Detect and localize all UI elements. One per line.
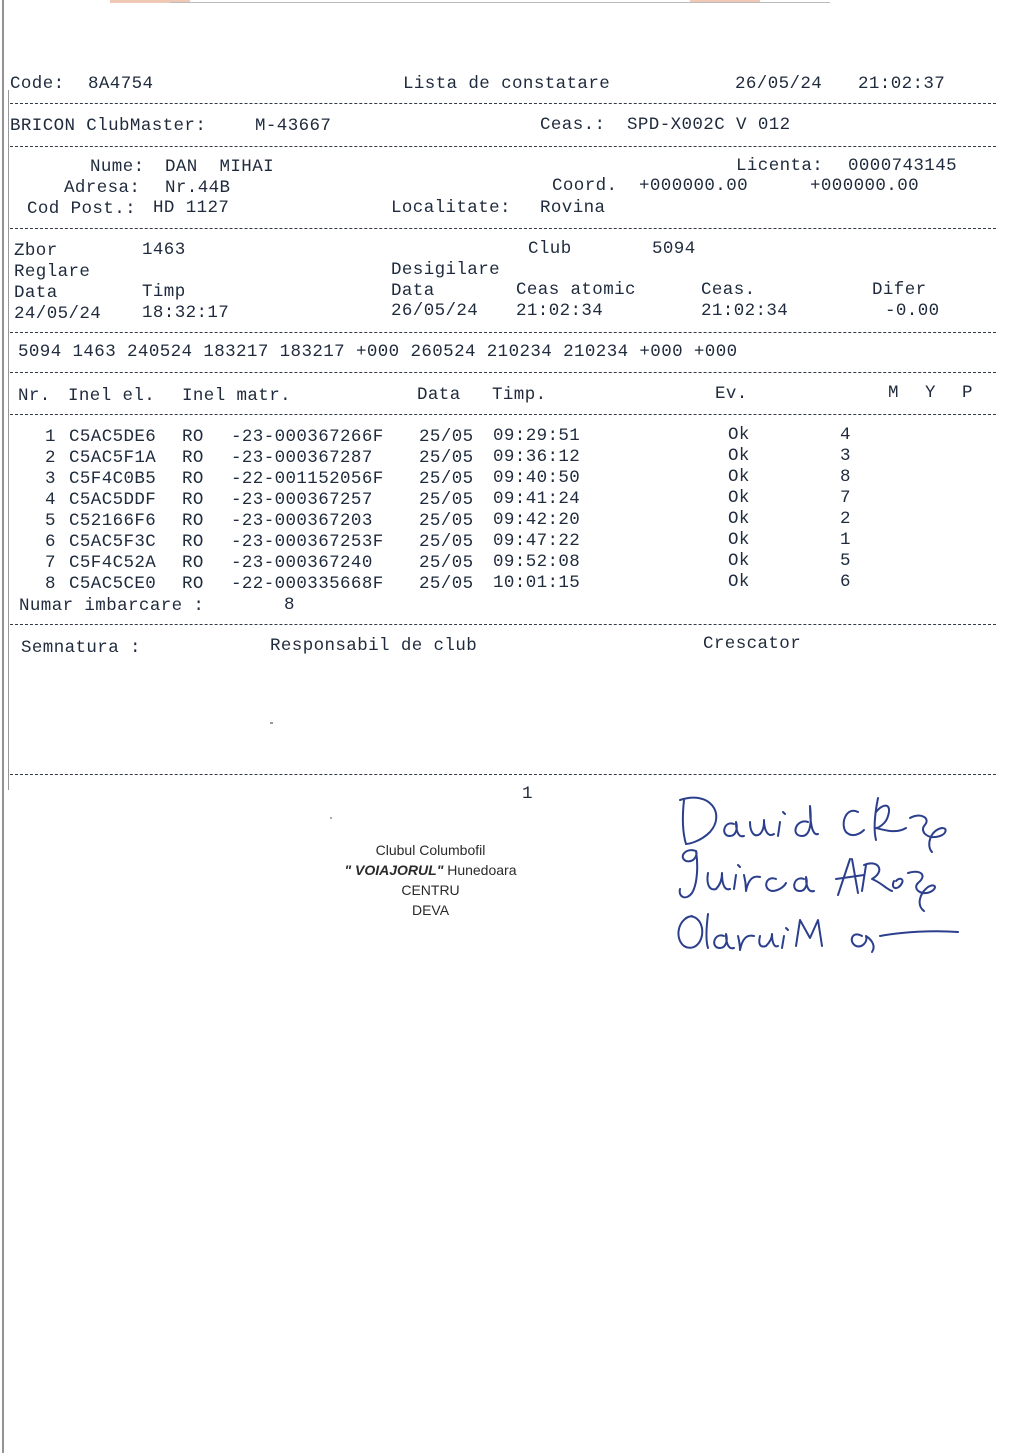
code-label: Code: [10,74,65,94]
name-label: Nume: [90,157,145,177]
row-timp: 09:29:51 [493,426,581,446]
col-timp: Timp. [492,385,547,405]
desigilare-data-label: Data [391,281,435,301]
row-inel-el: C5AC5F3C [69,532,157,552]
page-number: 1 [522,784,533,804]
row-inel-el: C5AC5CE0 [69,574,157,594]
reglare-label: Reglare [14,262,91,282]
row-m: 7 [840,488,851,508]
embark-count-value: 8 [284,595,295,615]
reglare-data-label: Data [14,283,58,303]
row-country: RO [182,574,204,594]
col-data: Data [417,385,461,405]
divider [10,103,996,104]
row-inel-el: C5AC5DDF [69,490,157,510]
row-m: 4 [840,425,851,445]
stamp-line-1: Clubul Columbofil [375,842,486,858]
col-y: Y [925,383,936,403]
breeder-label: Crescator [703,634,802,654]
scan-line-top [170,2,830,3]
clock-model: SPD-X002C V 012 [627,115,791,135]
row-m: 8 [840,467,851,487]
scan-edge-line [2,0,4,1453]
handwritten-signature-2 [672,843,942,915]
row-ev: Ok [728,551,750,571]
row-nr: 7 [45,553,56,573]
reglare-timp-label: Timp [142,282,186,302]
row-country: RO [182,448,204,468]
scan-speck [330,817,332,819]
row-data: 25/05 [419,490,474,510]
row-inel-el: C5AC5F1A [69,448,157,468]
row-inel-matr: -23-000367240 [231,553,373,573]
col-nr: Nr. [18,386,51,406]
reglare-time: 18:32:17 [142,303,230,323]
embark-count-label: Numar imbarcare : [19,596,205,616]
address-label: Adresa: [64,178,141,198]
row-inel-matr: -22-001152056F [231,469,384,489]
zbor-label: Zbor [14,241,58,261]
system-label: BRICON ClubMaster: [10,116,207,136]
row-data: 25/05 [419,511,474,531]
stamp-city: Hunedoara [443,862,517,878]
row-data: 25/05 [419,574,474,594]
code-line: 5094 1463 240524 183217 183217 +000 260524 210234 210234 +000 +000 [18,342,738,362]
desigilare-clock-time: 21:02:34 [701,301,789,321]
handwritten-signature-3 [672,906,962,962]
row-country: RO [182,553,204,573]
club-stamp [318,840,543,920]
coord-y: +000000.00 [810,176,920,196]
row-timp: 09:42:20 [493,510,581,530]
col-ev: Ev. [715,384,748,404]
row-nr: 4 [45,490,56,510]
row-ev: Ok [728,509,750,529]
desigilare-atomic-time: 21:02:34 [516,301,604,321]
divider [10,774,996,775]
row-inel-el: C52166F6 [69,511,157,531]
row-country: RO [182,490,204,510]
row-nr: 1 [45,427,56,447]
row-nr: 2 [45,448,56,468]
row-ev: Ok [728,446,750,466]
row-data: 25/05 [419,553,474,573]
row-ev: Ok [728,425,750,445]
row-inel-matr: -23-000367253F [231,532,384,552]
row-m: 5 [840,551,851,571]
row-data: 25/05 [419,427,474,447]
row-inel-el: C5F4C0B5 [69,469,157,489]
header-time: 21:02:37 [858,74,946,94]
address-value: Nr.44B [165,178,231,198]
col-m: M [888,383,899,403]
row-timp: 10:01:15 [493,573,581,593]
row-m: 2 [840,509,851,529]
stamp-line-3: CENTRU [401,882,460,898]
row-country: RO [182,511,204,531]
zbor-value: 1463 [142,240,186,260]
row-data: 25/05 [419,469,474,489]
difer-label: Difer [872,280,927,300]
clock-label: Ceas.: [540,115,606,135]
row-timp: 09:47:22 [493,531,581,551]
row-nr: 8 [45,574,56,594]
row-timp: 09:41:24 [493,489,581,509]
desigilare-date: 26/05/24 [391,301,479,321]
divider [10,146,996,147]
col-p: P [962,383,973,403]
document-title: Lista de constatare [403,74,611,94]
row-data: 25/05 [419,448,474,468]
divider [10,372,996,373]
row-nr: 3 [45,469,56,489]
divider [10,332,996,333]
row-country: RO [182,427,204,447]
license-label: Licenta: [736,156,824,176]
row-timp: 09:52:08 [493,552,581,572]
row-inel-matr: -23-000367287 [231,448,373,468]
row-m: 1 [840,530,851,550]
stamp-line-2 [318,860,543,880]
row-timp: 09:40:50 [493,468,581,488]
code-value: 8A4754 [88,74,154,94]
postcode-value: HD 1127 [153,198,230,218]
divider [10,624,996,625]
row-inel-matr: -23-000367266F [231,427,384,447]
divider [10,228,996,229]
row-country: RO [182,469,204,489]
postcode-label: Cod Post.: [27,199,137,219]
row-inel-matr: -23-000367257 [231,490,373,510]
row-nr: 6 [45,532,56,552]
license-value: 0000743145 [848,156,958,176]
divider [10,414,996,415]
col-inel-matr: Inel matr. [182,386,292,406]
club-label: Club [528,239,572,259]
club-responsible-label: Responsabil de club [270,636,478,656]
signature-label: Semnatura : [21,638,141,658]
row-ev: Ok [728,572,750,592]
scan-speck [270,722,273,724]
col-inel-el: Inel el. [68,386,156,406]
ceas-atomic-label: Ceas atomic [516,280,636,300]
stamp-club-name: " VOIAJORUL" [344,862,444,878]
row-inel-el: C5F4C52A [69,553,157,573]
row-nr: 5 [45,511,56,531]
difer-value: -0.00 [885,301,940,321]
row-inel-matr: -23-000367203 [231,511,373,531]
owner-name: DAN MIHAI [165,157,275,177]
locality-label: Localitate: [391,198,511,218]
row-inel-matr: -22-000335668F [231,574,384,594]
table-row [0,572,1024,597]
row-ev: Ok [728,530,750,550]
club-value: 5094 [652,239,696,259]
reglare-date: 24/05/24 [14,304,102,324]
desigilare-label: Desigilare [391,260,501,280]
locality-value: Rovina [540,198,606,218]
row-m: 3 [840,446,851,466]
row-inel-el: C5AC5DE6 [69,427,157,447]
system-id: M-43667 [255,116,332,136]
row-m: 6 [840,572,851,592]
row-ev: Ok [728,488,750,508]
ceas-label: Ceas. [701,280,756,300]
coord-label: Coord. [552,176,618,196]
header-date: 26/05/24 [735,74,823,94]
stamp-line-4: DEVA [411,902,450,918]
row-country: RO [182,532,204,552]
row-ev: Ok [728,467,750,487]
row-data: 25/05 [419,532,474,552]
coord-x: +000000.00 [639,176,749,196]
row-timp: 09:36:12 [493,447,581,467]
